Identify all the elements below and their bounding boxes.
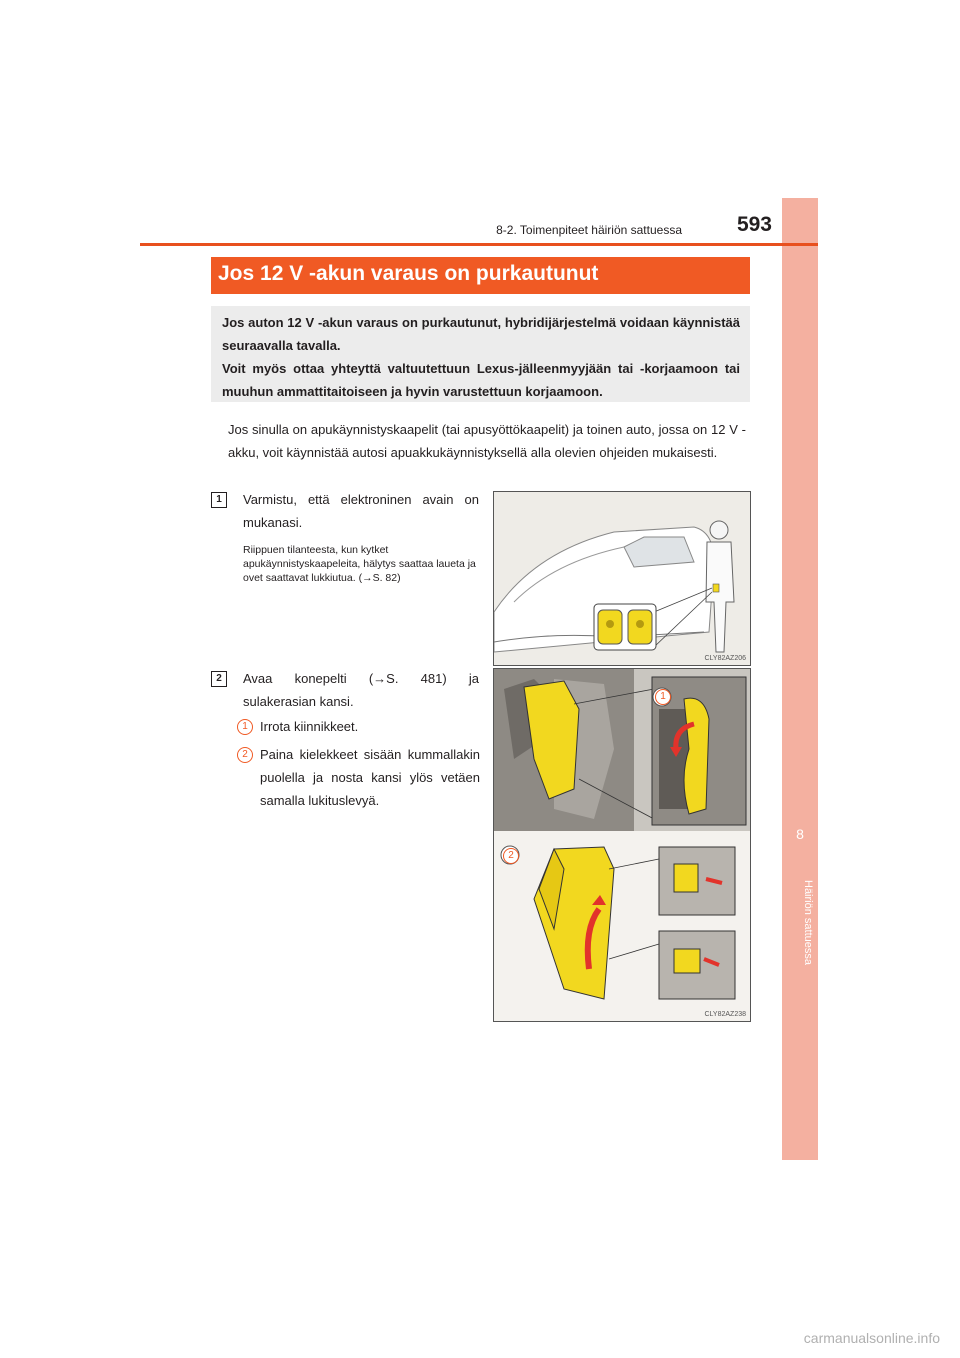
fuse-box-illustration xyxy=(494,669,750,1021)
step-1-note: Riippuen tilanteesta, kun kytket apukäynnistyskaapeleita, hälytys saattaa laueta ja ovet saattavat lukkiutua. (→S. 82) xyxy=(243,544,476,584)
chapter-sidebar xyxy=(782,198,818,1160)
section-title: Jos 12 V -akun varaus on purkautunut xyxy=(218,262,599,285)
substep-num-2: 2 xyxy=(237,747,253,763)
figure-fuse-box xyxy=(493,668,751,1022)
page-number: 593 xyxy=(736,213,772,236)
header-rule xyxy=(140,243,818,246)
chapter-title: Häiriön sattuessa xyxy=(802,880,814,965)
figure-2-code: CLY82AZ238 xyxy=(704,1011,746,1018)
figure-callout-1: 1 xyxy=(655,689,671,705)
figure-car-key xyxy=(493,491,751,666)
intro-line-1: Jos auton 12 V -akun varaus on purkautunut, hybridijärjestelmä voidaan käynnistää seuraavalla tavalla. xyxy=(222,315,740,353)
figure-callout-2: 2 xyxy=(503,848,519,864)
footer-watermark: carmanualsonline.info xyxy=(803,1330,940,1346)
step-badge-2: 2 xyxy=(211,671,227,687)
substep-num-1: 1 xyxy=(237,719,253,735)
substep-2-text: Paina kielekkeet sisään kummallakin puolella ja nosta kansi ylös vetäen samalla lukituslevyä. xyxy=(260,747,480,808)
chapter-number: 8 xyxy=(796,826,804,842)
step-1-text: Varmistu, että elektroninen avain on mukanasi. xyxy=(243,492,479,530)
figure-1-code: CLY82AZ206 xyxy=(704,655,746,662)
step-badge-1: 1 xyxy=(211,492,227,508)
substep-1-text: Irrota kiinnikkeet. xyxy=(260,719,359,734)
car-key-illustration xyxy=(494,492,750,665)
intro-text xyxy=(222,311,740,403)
body-paragraph: Jos sinulla on apukäynnistyskaapelit (tai apusyöttökaapelit) ja toinen auto, jossa on 12 V -akku, voit käynnistää autosi apuakkukäynnistyksellä alla olevien ohjeiden mukaisesti. xyxy=(228,422,746,460)
intro-line-2: Voit myös ottaa yhteyttä valtuutettuun Lexus-jälleenmyyjään tai -korjaamoon tai muuhun ammattitaitoiseen ja hyvin varustettuun korjaamoon. xyxy=(222,361,740,399)
step-2-text: Avaa konepelti (→S. 481) ja sulakerasian kansi. xyxy=(243,671,479,709)
header-section: 8-2. Toimenpiteet häiriön sattuessa xyxy=(496,223,682,237)
